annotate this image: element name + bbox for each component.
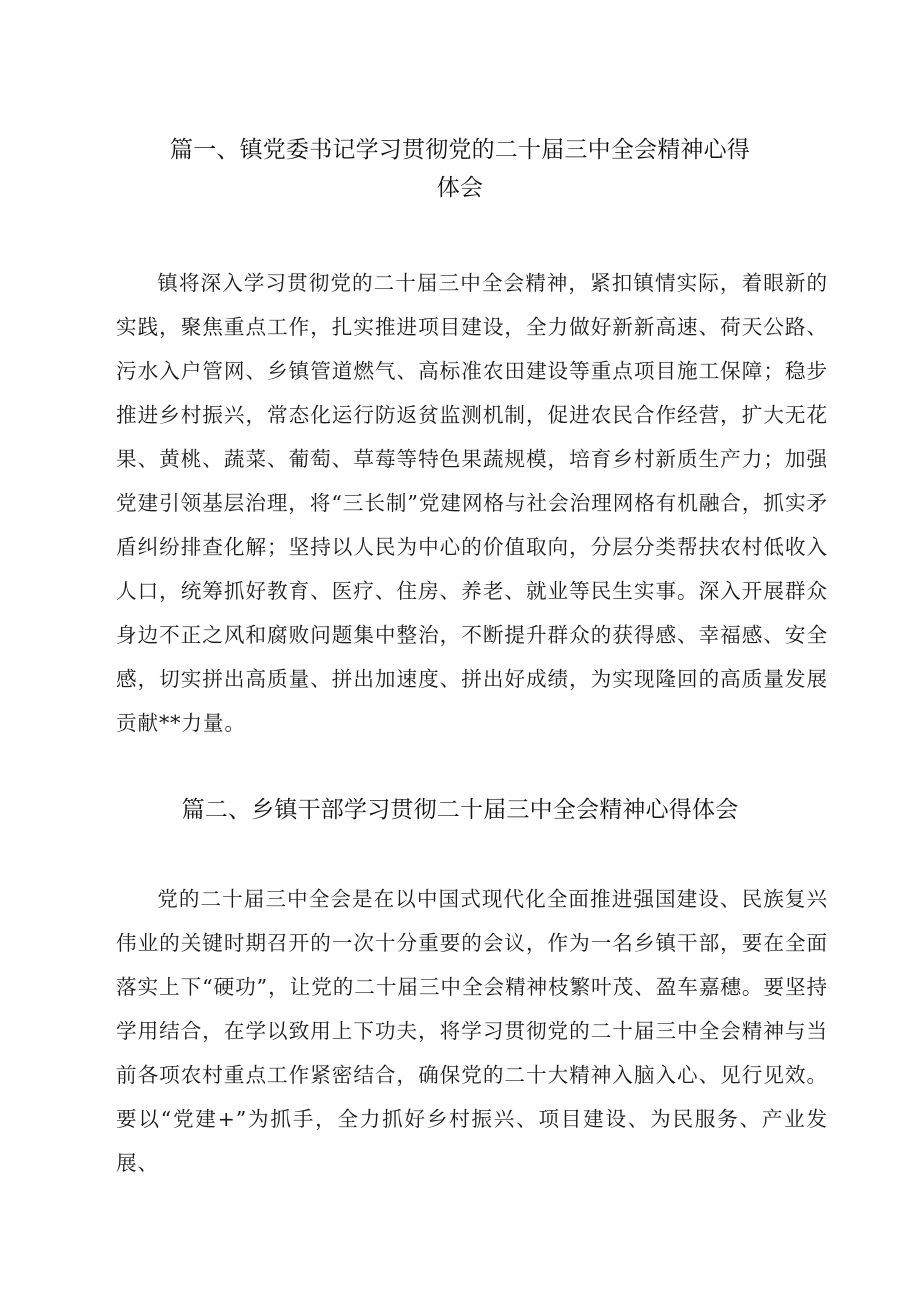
- section-1-heading: [150, 131, 770, 207]
- section-1-heading-line-1: 篇一、镇党委书记学习贯彻党的二十届三中全会精神心得: [170, 137, 750, 163]
- section-1-body-paragraph: 镇将深入学习贯彻党的二十届三中全会精神，紧扣镇情实际，着眼新的实践，聚焦重点工作，扎实推进项目建设，全力做好新新高速、荷天公路、污水入户管网、乡镇管道燃气、高标准农田建设等重点项目施工保障；稳步推进乡村振兴，常态化运行防返贫监测机制，促进农民合作经营，扩大无花果、黄桃、蔬菜、葡萄、草莓等特色果蔬规模，培育乡村新质生产力；加强党建引领基层治理，将“三长制”党建网格与社会治理网格有机融合，抓实矛盾纠纷排查化解；坚持以人民为中心的价值取向，分层分类帮扶农村低收入人口，统筹抓好教育、医疗、住房、养老、就业等民生实事。深入开展群众身边不正之风和腐败问题集中整治，不断提升群众的获得感、幸福感、安全感，切实拼出高质量、拼出加速度、拼出好成绩，为实现隆回的高质量发展贡献**力量。: [116, 271, 828, 735]
- section-1-heading-line-2: 体会: [436, 175, 484, 201]
- section-2-heading: 篇二、乡镇干部学习贯彻二十届三中全会精神心得体会: [181, 797, 739, 823]
- section-2-body-paragraph: 党的二十届三中全会是在以中国式现代化全面推进强国建设、民族复兴伟业的关键时期召开的一次十分重要的会议，作为一名乡镇干部，要在全面落实上下“硬功”，让党的二十届三中全会精神枝繁叶茂、盈车嘉穗。要坚持学用结合，在学以致用上下功夫，将学习贯彻党的二十届三中全会精神与当前各项农村重点工作紧密结合，确保党的二十大精神入脑入心、见行见效。要以“党建+”为抓手，全力抓好乡村振兴、项目建设、为民服务、产业发展、: [116, 887, 828, 1175]
